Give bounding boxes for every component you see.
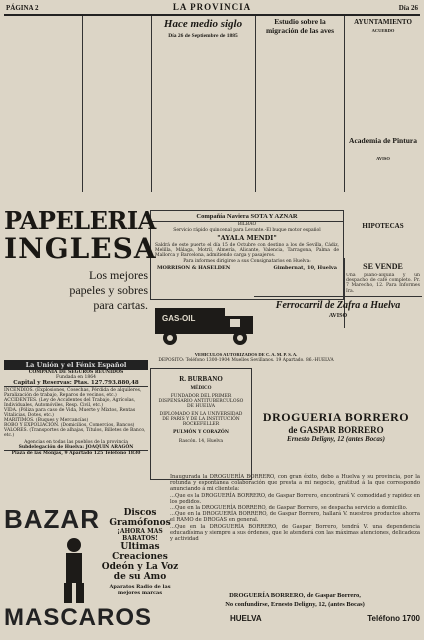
ferrocarril-col-1 — [255, 322, 337, 408]
article-column-1 — [4, 18, 80, 190]
agent-address: Gimbernat, 10, Huelva — [273, 265, 337, 271]
drogueria-addr: Ernesto Deligny, 12 (antes Bocas) — [287, 435, 385, 443]
ins-item: VALORES. (Transportes de alhajas, Títulos, Billetes de Banco, etc.) — [4, 428, 146, 438]
ayuntamiento-body — [346, 35, 420, 135]
drogueria-bullet: ...Que es la DROGUERÍA BORRERO, de Gaspar Borrero, encontrará V. comodidad y rapidez en los pedidos. — [170, 492, 420, 505]
date: Día 26 — [398, 4, 418, 12]
burbano-ad — [150, 368, 252, 480]
divider — [254, 296, 422, 297]
ad-line3: Para informes dirigirse a sus Consignatarios en Huelva: — [183, 259, 311, 264]
se-vende-title: SE VENDE — [363, 262, 403, 271]
drogueria-body — [170, 468, 420, 592]
masthead — [4, 2, 420, 16]
sota-aznar-ad — [150, 210, 344, 300]
gas-oil-truck-illustration — [150, 300, 265, 350]
se-vende-text: Una piano-alquila y un despacho de café completo. Pr. 7 Marecho, 12. Para Informes Ira. — [346, 273, 420, 294]
truck-line: DEPOSITO: Teléfono 1300-1904 Muelles Sevillanos. 19 Apartado. 86.-HUELVA — [158, 358, 334, 363]
drogueria-footer2: No confundirse, Ernesto Deligny, 12, (antes Bocas) — [225, 601, 365, 608]
mascaros-word: MASCAROS — [4, 604, 153, 631]
papeleria-tagline: Los mejores papeles y sobres para cartas. — [69, 268, 148, 312]
ad-title: Compañía Naviera SOTA Y AZNAR — [151, 213, 343, 222]
ad-city: BILBAO — [237, 222, 257, 227]
academia-body — [346, 162, 420, 217]
doctor-address: Rascón. 14, Huelva — [178, 439, 224, 444]
truck-text: VEHICULOS AUTORIZADOS DE C. A. M. P. S. A. — [194, 352, 298, 357]
doctor-line: FUNDADOR DEL PRIMER DISPENSARIO ANTITUBERCULOSO DE HUELVA — [158, 394, 244, 409]
section-title: Hace medio siglo — [163, 18, 243, 30]
drogueria-city: HUELVA — [230, 614, 262, 623]
article-column-3a — [154, 42, 202, 192]
papeleria-ad — [4, 206, 157, 356]
hipotecas-body — [346, 232, 420, 256]
discos-l7: de su Amo — [113, 572, 167, 582]
truck-label: GAS-OIL — [162, 314, 196, 323]
drogueria-footer1: DROGUERÍA BORRERO, de Gaspar Borrero, — [229, 592, 361, 599]
ferrocarril-col-2 — [340, 322, 420, 408]
divider — [255, 16, 256, 192]
union-fenix-agent: Subdelegación de Huelva: JOAQUIN ARAGÓN — [18, 445, 134, 450]
divider — [82, 16, 83, 192]
drogueria-intro: Inaugurada la DROGUERÍA BORRERO, con gran éxito, debo a Huelva y su provincia, por la rotunda y espontánea colaboración que presta a mi negocio, gratitud á la que correspondo anunciando á mi clientela: — [170, 474, 420, 493]
ayuntamiento-title: AYUNTAMIENTO — [354, 18, 412, 26]
doctor-line: PULMÓN Y CORAZÓN — [173, 430, 229, 435]
ins-item: VIDA. (Póliza para caso de Vida, Muerte y Mixtos, Rentas Vitalicias, Dotes, etc.) — [4, 408, 136, 418]
agent-name: MORRISON & HASELDEN — [157, 265, 231, 271]
section-subtitle: Día 26 de Septiembre de 1885 — [168, 33, 238, 39]
hipotecas-title: HIPOTECAS — [362, 222, 404, 230]
ship-name: "AYALA MENDI" — [217, 234, 277, 242]
ad-line2: Saldrá de este puerto el día 15 de Octubre con destino a los de Sevilla, Cádiz, Melilla, Málaga, Motril, Almería, Alicante, Valencia, Tarragona, Palma de Mallorca y Barcelona, admitiendo carga y pasajeros. — [155, 243, 339, 258]
doctor-title: MÉDICO — [190, 386, 212, 391]
bazar-word: BAZAR — [4, 504, 100, 534]
divider — [344, 16, 345, 192]
union-fenix-footer: Plaza de las Monjas, 9 Apartado 125 Teléfono 1830 — [4, 450, 148, 456]
union-fenix-sub: COMPAÑÍA DE SEGUROS REUNIDOS — [28, 370, 124, 375]
inglesa-word: INGLESA — [4, 232, 157, 265]
union-fenix-capital: Capital y Reservas: Ptas. 127.793.880,48 — [4, 380, 148, 387]
ins-item: INCENDIOS. (Explosiones, Cosechas, Pérdida de alquileres, Paralización de trabajo, Reparos de vecinos, etc.) — [4, 388, 142, 398]
drogueria-sub: de GASPAR BORRERO — [288, 425, 384, 435]
drogueria-title: DROGUERIA BORRERO — [262, 410, 410, 424]
discos-l2: Gramófonos — [109, 518, 171, 528]
ins-item: ACCIDENTES. (Ley de Accidentes del Trabajo, Agrícolas, Individuales, Automóviles, Resp. Civil, etc.) — [4, 398, 136, 408]
discos-l6: Odeón y La Voz — [101, 562, 179, 572]
academia-sub: AVISO — [376, 156, 390, 161]
discos-l5: Creaciones — [112, 552, 168, 562]
drogueria-bullet: ...Que en la DROGUERÍA BORRERO, de Gaspar Borrero, tendrá V. una dependencia educadísima y siempre a sus órdenes, que le atenderá con las máximas atenciones, delicadeza y actividad — [170, 523, 420, 543]
doctor-name: R. BURBANO — [179, 375, 223, 383]
divider — [151, 16, 152, 192]
text-filler — [4, 18, 80, 23]
discos-l8: Aparatos Radio de las mejores marcas — [109, 584, 171, 596]
drogueria-bullet: ...Que en la DROGUERÍA BORRERO, de Gaspar Borrero, hallará V. nuestros productos ahorra el RAMO de DROGAS en general. — [170, 511, 420, 524]
ins-item: ROBO Y EXPOLIACIÓN. (Domicilios, Comercios, Bancos) — [4, 423, 135, 428]
union-fenix-title: La Unión y el Fénix Español — [4, 360, 148, 370]
union-fenix-founded: Fundada en 1864 — [56, 375, 96, 380]
ayuntamiento-sub: ACUERDO — [371, 28, 395, 33]
doctor-line: DIPLOMADO EN LA UNIVERSIDAD DE PARIS Y DE LA INSTITUCIÓN ROCKEFELLER — [159, 412, 243, 427]
ins-item: MARITIMOS. (Buques y Mercancías) — [4, 418, 89, 423]
hace-medio-siglo-header — [153, 18, 253, 32]
discos-ad — [100, 508, 180, 636]
drogueria-bullet: ...Que en la DROGUERÍA BORRERO, de Gaspar Borrero, se despacha servicio a domicilio. — [170, 505, 408, 512]
paper-name: LA PROVINCIA — [172, 2, 252, 12]
ferrocarril-title: Ferrocarril de Zafra a Huelva — [275, 300, 401, 311]
discos-l1: Discos — [123, 508, 157, 518]
academia-title: Academia de Pintura — [349, 136, 417, 145]
drogueria-phone: Teléfono 1700 — [367, 614, 420, 623]
estudio-title: Estudio sobre la migración de las aves — [265, 17, 335, 35]
figure-illustration-icon — [44, 535, 104, 605]
page-number: PÁGINA 2 — [6, 4, 39, 12]
union-fenix-ad — [4, 360, 148, 500]
drogueria-contact — [230, 614, 420, 623]
truck-icon — [150, 300, 265, 350]
article-column-2 — [85, 18, 149, 190]
union-fenix-note: Agencias en todas las pueblos de la provincia — [24, 440, 128, 445]
discos-l4: Ultimas — [120, 542, 160, 552]
article-column-3b — [205, 42, 253, 192]
discos-l3: ¡AHORA MAS BARATOS! — [117, 528, 163, 542]
ad-line1: Servicio rápido quincenal para Levante.-El buque motor español — [173, 228, 321, 233]
ferrocarril-aviso: AVISO — [328, 313, 348, 319]
estudio-body — [258, 50, 342, 192]
papeleria-word: PAPELERIA — [4, 206, 156, 235]
